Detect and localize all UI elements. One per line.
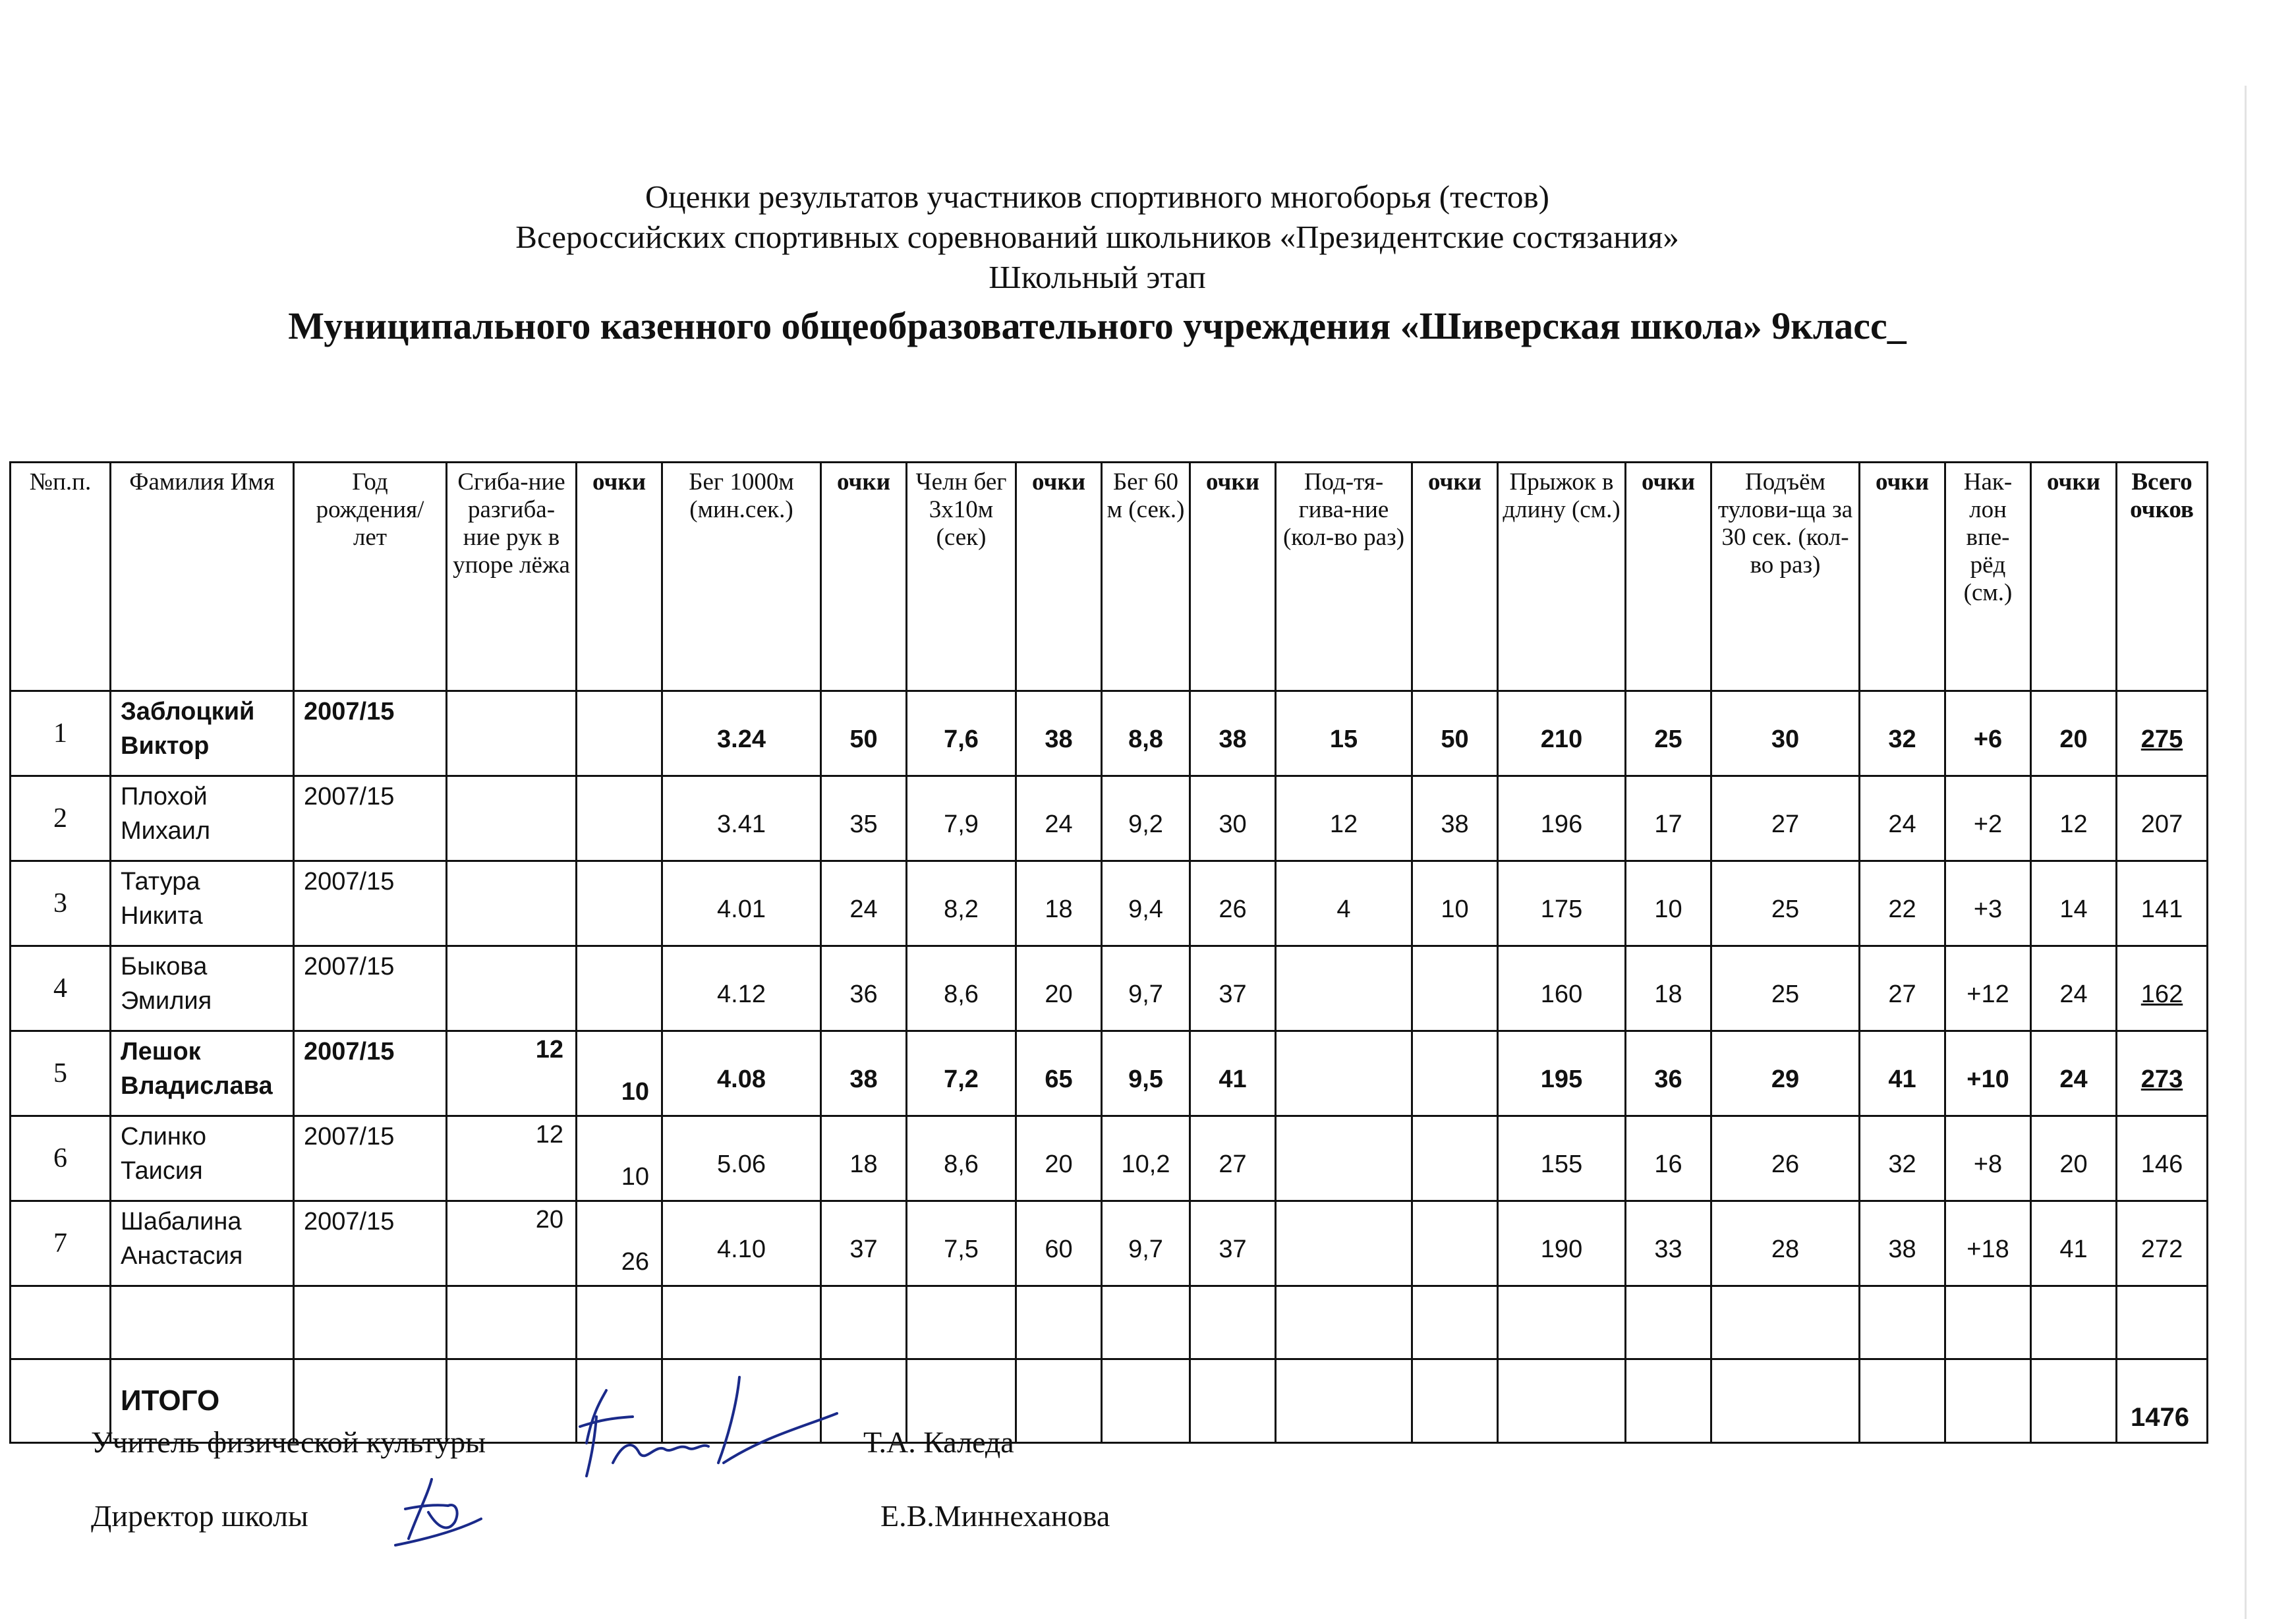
shuttle-points: 20 (1016, 1116, 1102, 1201)
run60-value: 9,7 (1102, 1201, 1190, 1286)
bend-value: +10 (1945, 1031, 2031, 1116)
situps-value: 25 (1711, 861, 1860, 946)
run60-points: 26 (1190, 861, 1276, 946)
situps-value: 25 (1711, 946, 1860, 1031)
run60-points: 41 (1190, 1031, 1276, 1116)
col-header-run1000-points: очки (821, 463, 907, 691)
pullups-value: 4 (1276, 861, 1412, 946)
run1000-points: 37 (821, 1201, 907, 1286)
run60-value: 9,2 (1102, 776, 1190, 861)
student-surname: Слинко (121, 1123, 207, 1150)
col-header-year: Год рождения/ лет (294, 463, 447, 691)
pullups-points (1412, 1031, 1498, 1116)
col-header-shuttle-points: очки (1016, 463, 1102, 691)
table-row (11, 691, 2208, 776)
jump-value: 155 (1498, 1116, 1626, 1201)
col-header-situps-points: очки (1860, 463, 1945, 691)
birth-year: 2007/15 (294, 1116, 447, 1201)
pushups-value (447, 691, 577, 776)
student-name (111, 946, 294, 1031)
bend-value: +8 (1945, 1116, 2031, 1201)
situps-points: 32 (1860, 1116, 1945, 1201)
shuttle-value: 7,5 (907, 1201, 1016, 1286)
jump-points: 18 (1626, 946, 1711, 1031)
student-name (111, 861, 294, 946)
total-points (2117, 691, 2208, 776)
col-header-run1000: Бег 1000м (мин.сек.) (662, 463, 821, 691)
row-number: 5 (11, 1031, 111, 1116)
bend-points: 20 (2031, 691, 2117, 776)
situps-value: 27 (1711, 776, 1860, 861)
student-firstname: Михаил (121, 817, 210, 845)
total-points: 272 (2117, 1201, 2208, 1286)
pullups-points: 38 (1412, 776, 1498, 861)
shuttle-value: 8,6 (907, 1116, 1016, 1201)
student-name (111, 1031, 294, 1116)
run1000-points: 35 (821, 776, 907, 861)
student-surname: Быкова (121, 953, 208, 980)
run1000-points: 38 (821, 1031, 907, 1116)
total-points-value: 275 (2140, 725, 2183, 753)
pushups-value (447, 861, 577, 946)
birth-year: 2007/15 (294, 1031, 447, 1116)
run1000-value: 4.01 (662, 861, 821, 946)
situps-value: 28 (1711, 1201, 1860, 1286)
run1000-value: 4.08 (662, 1031, 821, 1116)
student-firstname: Анастасия (121, 1242, 243, 1270)
jump-points: 16 (1626, 1116, 1711, 1201)
total-points-value: 162 (2140, 980, 2183, 1008)
results-table (9, 461, 2208, 1444)
jump-value: 196 (1498, 776, 1626, 861)
situps-value: 30 (1711, 691, 1860, 776)
total-points (2117, 1031, 2208, 1116)
pullups-points (1412, 1201, 1498, 1286)
student-surname: Шабалина (121, 1208, 242, 1236)
student-firstname: Эмилия (121, 987, 212, 1015)
birth-year: 2007/15 (294, 691, 447, 776)
situps-points: 27 (1860, 946, 1945, 1031)
col-header-run60: Бег 60 м (сек.) (1102, 463, 1190, 691)
jump-points: 36 (1626, 1031, 1711, 1116)
run1000-value: 4.10 (662, 1201, 821, 1286)
run60-points: 27 (1190, 1116, 1276, 1201)
pushups-value (447, 946, 577, 1031)
student-firstname: Таисия (121, 1157, 203, 1185)
jump-points: 25 (1626, 691, 1711, 776)
shuttle-points: 65 (1016, 1031, 1102, 1116)
pullups-value (1276, 1116, 1412, 1201)
jump-points: 10 (1626, 861, 1711, 946)
header-line-2: Всероссийских спортивных соревнований школьников «Президентские состязания» (515, 219, 1679, 255)
table-row (11, 1031, 2208, 1116)
row-number: 2 (11, 776, 111, 861)
run1000-value: 3.24 (662, 691, 821, 776)
situps-points: 24 (1860, 776, 1945, 861)
teacher-title: Учитель физической культуры (91, 1425, 486, 1459)
col-header-bend-points: очки (2031, 463, 2117, 691)
row-number: 7 (11, 1201, 111, 1286)
student-firstname: Никита (121, 902, 203, 930)
pullups-value (1276, 946, 1412, 1031)
pushups-points: 10 (577, 1031, 662, 1116)
col-header-run60-points: очки (1190, 463, 1276, 691)
situps-points: 38 (1860, 1201, 1945, 1286)
table-row (11, 1116, 2208, 1201)
shuttle-points: 24 (1016, 776, 1102, 861)
pushups-value: 12 (447, 1116, 577, 1201)
shuttle-value: 7,2 (907, 1031, 1016, 1116)
pullups-points (1412, 946, 1498, 1031)
student-surname: Лешок (121, 1038, 201, 1065)
pushups-points (577, 691, 662, 776)
student-surname: Плохой (121, 783, 208, 810)
header-line-1: Оценки результатов участников спортивного многоборья (тестов) (645, 179, 1549, 215)
jump-value: 195 (1498, 1031, 1626, 1116)
col-header-bend: Нак-лон впе-рёд (см.) (1945, 463, 2031, 691)
shuttle-value: 8,6 (907, 946, 1016, 1031)
run60-value: 10,2 (1102, 1116, 1190, 1201)
row-number: 6 (11, 1116, 111, 1201)
run60-points: 37 (1190, 1201, 1276, 1286)
shuttle-points: 18 (1016, 861, 1102, 946)
student-name (111, 1116, 294, 1201)
pullups-points: 50 (1412, 691, 1498, 776)
pullups-points (1412, 1116, 1498, 1201)
situps-value: 26 (1711, 1116, 1860, 1201)
run1000-points: 36 (821, 946, 907, 1031)
pushups-value: 20 (447, 1201, 577, 1286)
jump-value: 190 (1498, 1201, 1626, 1286)
shuttle-points: 60 (1016, 1201, 1102, 1286)
teacher-name: Т.А. Каледа (863, 1425, 1014, 1459)
bend-points: 20 (2031, 1116, 2117, 1201)
bend-value: +6 (1945, 691, 2031, 776)
pushups-value: 12 (447, 1031, 577, 1116)
bend-points: 24 (2031, 1031, 2117, 1116)
director-name: Е.В.Миннеханова (880, 1499, 1110, 1533)
student-name (111, 1201, 294, 1286)
bend-points: 41 (2031, 1201, 2117, 1286)
header-line-3: Школьный этап (989, 259, 1206, 295)
situps-points: 41 (1860, 1031, 1945, 1116)
header-line-4: Муниципального казенного общеобразовательного учреждения «Шиверская школа» 9класс_ (288, 304, 1907, 347)
pullups-value (1276, 1201, 1412, 1286)
director-signature (382, 1466, 488, 1552)
birth-year: 2007/15 (294, 861, 447, 946)
run1000-points: 24 (821, 861, 907, 946)
table-row (11, 861, 2208, 946)
total-points (2117, 946, 2208, 1031)
table-row (11, 1201, 2208, 1286)
run60-points: 37 (1190, 946, 1276, 1031)
pullups-value: 15 (1276, 691, 1412, 776)
col-header-pullups: Под-тя-гива-ние (кол-во раз) (1276, 463, 1412, 691)
pullups-value: 12 (1276, 776, 1412, 861)
total-points: 207 (2117, 776, 2208, 861)
col-header-shuttle: Челн бег 3х10м (сек) (907, 463, 1016, 691)
col-header-name: Фамилия Имя (111, 463, 294, 691)
pushups-points (577, 946, 662, 1031)
run1000-value: 5.06 (662, 1116, 821, 1201)
bend-points: 14 (2031, 861, 2117, 946)
col-header-situps: Подъём тулови-ща за 30 сек. (кол-во раз) (1711, 463, 1860, 691)
table-row (11, 946, 2208, 1031)
jump-points: 33 (1626, 1201, 1711, 1286)
shuttle-points: 38 (1016, 691, 1102, 776)
run60-points: 38 (1190, 691, 1276, 776)
student-name (111, 691, 294, 776)
row-number: 1 (11, 691, 111, 776)
student-name (111, 776, 294, 861)
col-header-total: Всего очков (2117, 463, 2208, 691)
jump-value: 160 (1498, 946, 1626, 1031)
run1000-points: 50 (821, 691, 907, 776)
run60-value: 8,8 (1102, 691, 1190, 776)
student-firstname: Виктор (121, 732, 210, 760)
bend-value: +18 (1945, 1201, 2031, 1286)
col-header-pushups: Сгиба-ние разгиба-ние рук в упоре лёжа (447, 463, 577, 691)
shuttle-value: 7,9 (907, 776, 1016, 861)
total-points: 141 (2117, 861, 2208, 946)
run60-value: 9,7 (1102, 946, 1190, 1031)
grand-total: 1476 (2117, 1359, 2208, 1443)
total-label: ИТОГО (111, 1359, 294, 1443)
bend-points: 12 (2031, 776, 2117, 861)
student-firstname: Владислава (121, 1072, 273, 1100)
jump-value: 175 (1498, 861, 1626, 946)
row-number: 4 (11, 946, 111, 1031)
col-header-jump: Прыжок в длину (см.) (1498, 463, 1626, 691)
scan-edge-line (2245, 86, 2247, 1619)
bend-value: +2 (1945, 776, 2031, 861)
run1000-value: 3.41 (662, 776, 821, 861)
run60-value: 9,5 (1102, 1031, 1190, 1116)
pushups-value (447, 776, 577, 861)
pushups-points (577, 776, 662, 861)
situps-points: 22 (1860, 861, 1945, 946)
jump-value: 210 (1498, 691, 1626, 776)
pushups-points: 26 (577, 1201, 662, 1286)
shuttle-value: 7,6 (907, 691, 1016, 776)
shuttle-value: 8,2 (907, 861, 1016, 946)
bend-value: +3 (1945, 861, 2031, 946)
col-header-number: №п.п. (11, 463, 111, 691)
pushups-points: 10 (577, 1116, 662, 1201)
run1000-value: 4.12 (662, 946, 821, 1031)
pullups-value (1276, 1031, 1412, 1116)
director-title: Директор школы (91, 1499, 308, 1533)
table-header-row (11, 463, 2208, 691)
run60-value: 9,4 (1102, 861, 1190, 946)
col-header-pushups-points: очки (577, 463, 662, 691)
row-number: 3 (11, 861, 111, 946)
birth-year: 2007/15 (294, 776, 447, 861)
total-points: 146 (2117, 1116, 2208, 1201)
bend-points: 24 (2031, 946, 2117, 1031)
teacher-signature (567, 1364, 844, 1489)
situps-points: 32 (1860, 691, 1945, 776)
run1000-points: 18 (821, 1116, 907, 1201)
empty-row (11, 1286, 2208, 1359)
bend-value: +12 (1945, 946, 2031, 1031)
jump-points: 17 (1626, 776, 1711, 861)
shuttle-points: 20 (1016, 946, 1102, 1031)
col-header-pullups-points: очки (1412, 463, 1498, 691)
run60-points: 30 (1190, 776, 1276, 861)
col-header-jump-points: очки (1626, 463, 1711, 691)
total-points-value: 273 (2140, 1065, 2183, 1093)
birth-year: 2007/15 (294, 1201, 447, 1286)
student-surname: Заблоцкий (121, 698, 255, 725)
birth-year: 2007/15 (294, 946, 447, 1031)
student-surname: Татура (121, 868, 200, 895)
table-row (11, 776, 2208, 861)
pullups-points: 10 (1412, 861, 1498, 946)
document-header (0, 177, 2195, 350)
situps-value: 29 (1711, 1031, 1860, 1116)
pushups-points (577, 861, 662, 946)
